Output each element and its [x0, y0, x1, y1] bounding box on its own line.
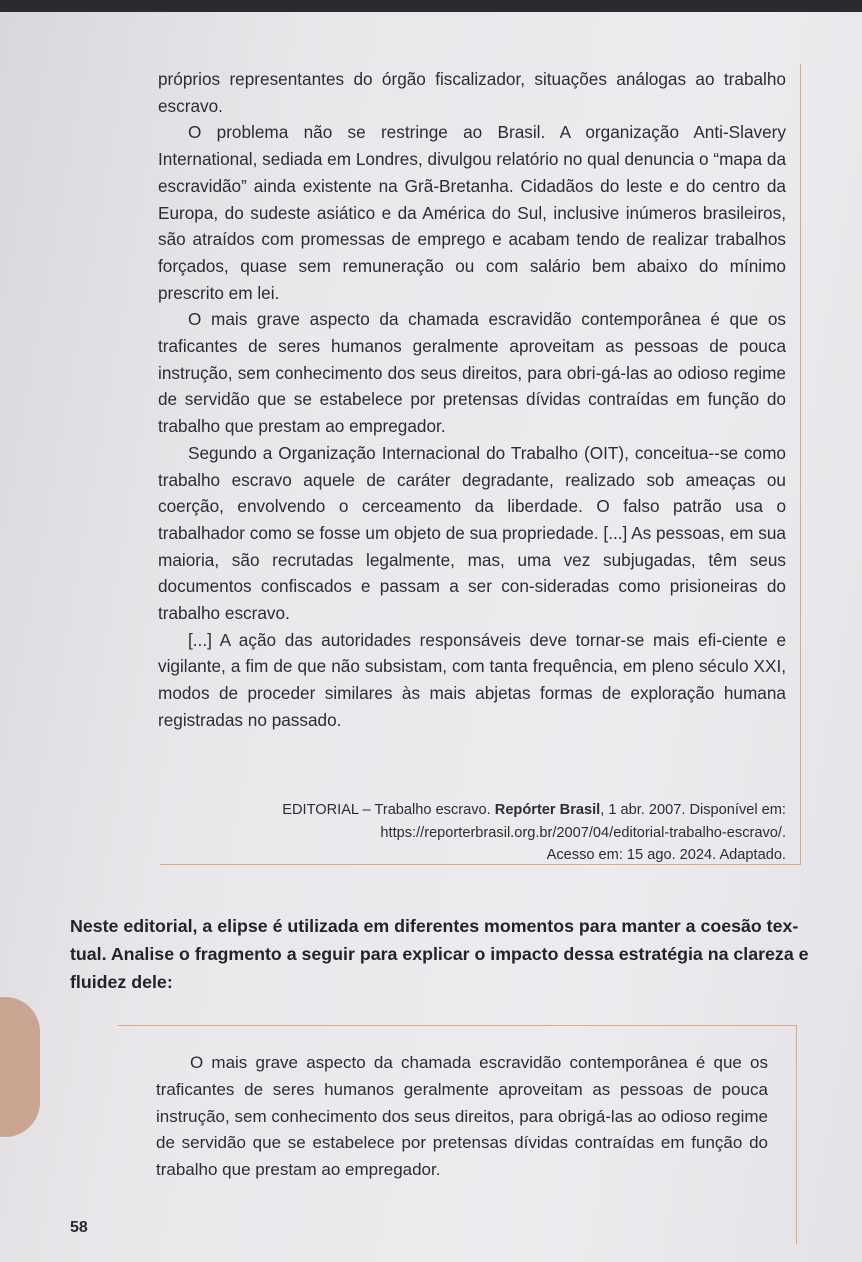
citation-line-1 — [240, 799, 786, 822]
citation-access: Acesso em: 15 ago. 2024. Adaptado. — [546, 847, 786, 863]
paragraph-3: O mais grave aspecto da chamada escravidão contemporânea é que os traficantes de seres humanos geralmente aproveitam as pessoas de pouca instrução, sem conhecimento dos seus direitos, para obri-gá-las ao odioso regime de servidão que se estabelece por pretensas dívidas contraídas em função do trabalho que prestam ao empregador. — [158, 309, 786, 437]
finger — [0, 997, 40, 1137]
source-citation — [240, 799, 786, 867]
editorial-text — [158, 66, 786, 734]
paragraph-2: O problema não se restringe ao Brasil. A organização Anti-Slavery International, sediada em Londres, divulgou relatório no qual denuncia o “mapa da escravidão” ainda existente na Grã-Bretanha. Cidadãos do leste e do centro da Europa, do sudeste asiático e da América do Sul, inclusive inúmeros brasileiros, são atraídos com promessas de emprego e acabam tendo de realizar trabalhos forçados, quase sem remuneração ou com salário bem abaixo do mínimo prescrito em lei. — [158, 122, 786, 303]
citation-url: https://reporterbrasil.org.br/2007/04/editorial-trabalho-escravo/. — [380, 824, 786, 841]
book-page — [0, 12, 862, 1262]
paragraph-4: Segundo a Organização Internacional do Trabalho (OIT), conceitua--se como trabalho escravo aquele de caráter degradante, realizado sob ameaças ou coerção, envolvendo o cerceamento da liberdade. O falso patrão usa o trabalhador como se fosse um objeto de sua propriedade. [...] As pessoas, em sua maioria, são recrutadas legalmente, mas, uma vez subjugadas, têm seus documentos confiscados e passam a ser con-sideradas como prisioneiras do trabalho escravo. — [158, 442, 786, 624]
citation-prefix: EDITORIAL – Trabalho escravo. — [282, 802, 495, 818]
citation-date: , 1 abr. 2007. Disponível em: — [600, 802, 786, 818]
paragraph-1: próprios representantes do órgão fiscalizador, situações análogas ao trabalho escravo. — [158, 69, 786, 116]
quoted-fragment-text: O mais grave aspecto da chamada escravidão contemporânea é que os traficantes de seres humanos geralmente aproveitam as pessoas de pouca instrução, sem conhecimento dos seus direitos, para obrigá-las ao odioso regime de servidão que se estabelece por pretensas dívidas contraídas em função do trabalho que prestam ao empregador. — [156, 1053, 768, 1180]
question-prompt: Neste editorial, a elipse é utilizada em diferentes momentos para manter a coesão tex-tual. Analise o fragmento a seguir para explicar o impacto dessa estratégia na clareza e fluidez dele: — [70, 916, 809, 992]
page-number: 58 — [70, 1219, 88, 1236]
quoted-fragment — [156, 1050, 768, 1184]
citation-publication: Repórter Brasil — [494, 802, 601, 818]
paragraph-5: [...] A ação das autoridades responsáveis deve tornar-se mais efi-ciente e vigilante, a fim de que não subsistam, com tanta frequência, em pleno século XXI, modos de proceder similares às mais abjetas formas de exploração humana registradas no passado. — [158, 629, 786, 730]
